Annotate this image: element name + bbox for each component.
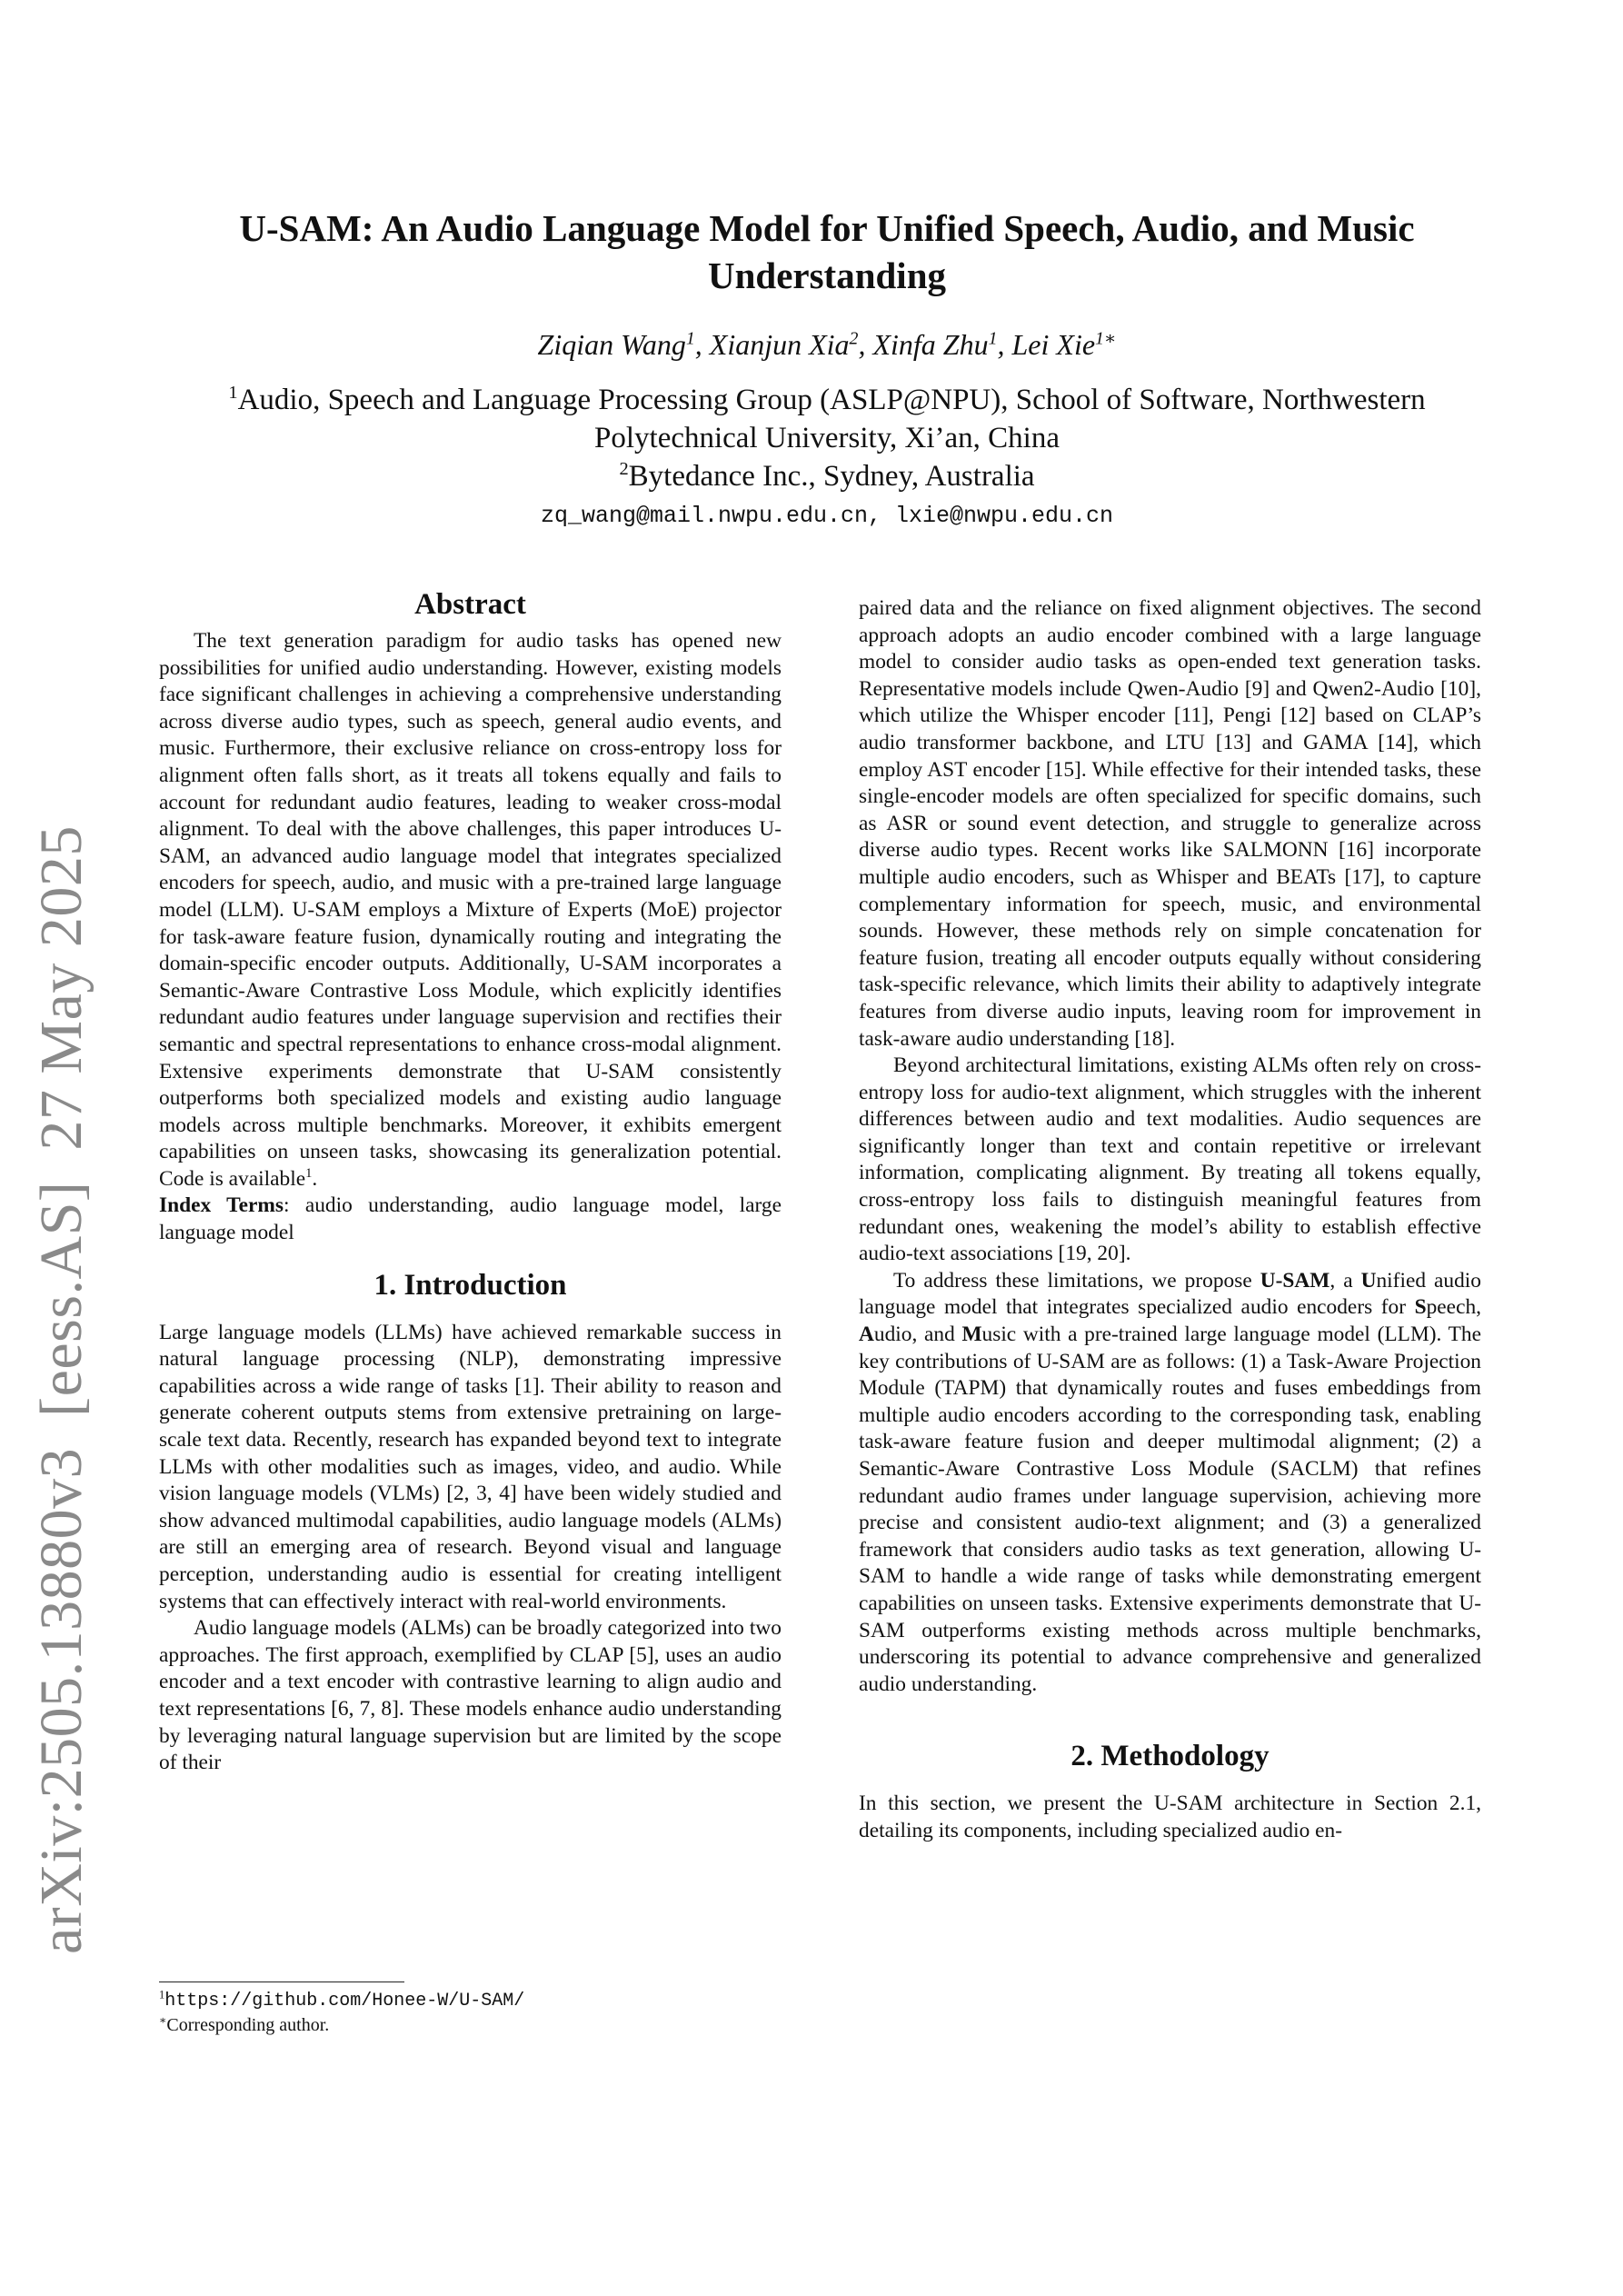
text-run: nified audio language model that integrates specialized audio encoders for: [859, 1268, 1481, 1320]
affil-mark: 2: [619, 459, 629, 479]
abstract-heading: Abstract: [414, 588, 526, 621]
footnote-mark: 1: [305, 1166, 313, 1182]
paper-title: [145, 205, 1508, 299]
intro-paragraph-1: Large language models (LLMs) have achieved remarkable success in natural language processing (NLP), demonstrating impressive capabilities across a wide range of tasks [1]. Their ability to reason and generate coherent outputs stems from extensive pretraining on large-scale text data. Recently, research has expanded beyond text to integrate LLMs with other modalities such as images, video, and audio. While vision language models (VLMs) [2, 3, 4] have been widely studied and show advanced multimodal capabilities, audio language models (ALMs) are still an emerging area of research. Beyond visual and language perception, understanding audio is essential for creating intelligent systems that can effectively interact with real-world environments.: [159, 1320, 782, 1613]
author-list: Ziqian Wang$^1$, Xianjun Xia$^2$, Xinfa Zhu$^1$, Lei Xie$^{1∗}$: [537, 328, 1117, 361]
intro-paragraph-3: paired data and the reliance on fixed alignment objectives. The second approach adopts an audio encoder combined with a large language model to consider audio tasks as open-ended text generation tasks. Representative models include Qwen-Audio [9] and Qwen2-Audio [10], which utilize the Whisper encoder [11], Pengi [12] based on CLAP’s audio transformer backbone, and LTU [13] and GAMA [14], which employ AST encoder [15]. While effective for their intended tasks, these single-encoder models are often specialized for specific domains, such as ASR or sound event detection, and struggle to generalize across diverse audio types. Recent works like SALMONN [16] incorporate multiple audio encoders, such as Whisper and BEATs [17], to capture complementary information for speech, music, and environmental sounds. However, these methods rely on simple concatenation for feature fusion, treating all encoder outputs equally without considering task-specific relevance, which limits their ability to adaptively integrate features from diverse audio inputs, leaving room for improvement in task-aware audio understanding [18].: [859, 596, 1481, 1051]
intro-paragraph-4: Beyond architectural limitations, existing ALMs often rely on cross-entropy loss for audio-text alignment, which struggles with the inherent differences between audio and text modalities. Audio sequences are significantly longer than text and contain repetitive or irrelevant information, complicating alignment. By treating all tokens equally, cross-entropy loss fails to distinguish meaningful features from redundant ones, weakening the model’s ability to establish effective audio-text associations [19, 20].: [859, 1053, 1481, 1266]
affiliation-1: Audio, Speech and Language Processing Group (ASLP@NPU), School of Software, Northwestern: [237, 384, 1426, 416]
methodology-heading: 2. Methodology: [1070, 1740, 1270, 1773]
text-run: udio, and: [873, 1323, 962, 1347]
affiliations: [145, 381, 1508, 495]
abstract-text: [159, 628, 782, 1193]
paper-header: [145, 205, 1508, 529]
title-line-2: Understanding: [707, 255, 946, 296]
index-terms-label: Index Terms: [159, 1193, 284, 1218]
left-column: [159, 586, 782, 1777]
index-terms: [159, 1193, 782, 1246]
author-affil-mark: 1: [685, 328, 695, 349]
acronym-letter: S: [1414, 1295, 1427, 1320]
github-link[interactable]: https://github.com/Honee-W/U-SAM/: [164, 1991, 525, 2011]
index-terms-text: : audio understanding, audio language model, large language model: [159, 1193, 782, 1245]
abstract-body: The text generation paradigm for audio tasks has opened new possibilities for unified audio understanding. However, existing models face significant challenges in achieving a comprehensive understanding across diverse audio types, such as speech, general audio events, and music. Furthermore, their exclusive reliance on cross-entropy loss for alignment often falls short, as it treats all tokens equally and fails to account for redundant audio features, leading to weaker cross-modal alignment. To deal with the above challenges, this paper introduces U-SAM, an advanced audio language model that integrates specialized encoders for speech, audio, and music with a pre-trained large language model (LLM). U-SAM employs a Mixture of Experts (MoE) projector for task-aware feature fusion, dynamically routing and integrating the domain-specific encoder outputs. Additionally, U-SAM incorporates a Semantic-Aware Contrastive Loss Module, which explicitly identifies redundant audio features under language supervision and rectifies their semantic and spectral representations to enhance cross-modal alignment. Extensive experiments demonstrate that U-SAM consistently outperforms both specialized models and existing audio language models across multiple benchmarks. Moreover, it exhibits emergent capabilities on unseen tasks, showcasing its generalization potential. Code is available: [159, 629, 782, 1191]
intro-paragraph-5: [859, 1268, 1481, 1699]
author-affil-mark: 1: [988, 328, 998, 349]
right-column: [859, 595, 1481, 1845]
affil-mark: 1: [228, 383, 238, 403]
intro-paragraph-2: Audio language models (ALMs) can be broadly categorized into two approaches. The first approach, exemplified by CLAP [5], uses an audio encoder and a text encoder with contrastive learning to align audio and text representations [6, 7, 8]. These models enhance audio understanding by leveraging natural language supervision but are limited by the scope of their: [159, 1616, 782, 1775]
text-run: usic with a pre-trained large language model (LLM). The key contributions of U-SAM are as follows: (1) a Task-Aware Projection Module (TAPM) that dynamically routes and fuses embeddings from multiple audio encoders according to the corresponding task, enabling task-aware feature fusion and deeper multimodal alignment; (2) a Semantic-Aware Contrastive Loss Module (SACLM) that refines redundant audio frames under language supervision, achieving more precise and consistent audio-text alignment; and (3) a generalized framework that considers audio tasks as text generation, allowing U-SAM to handle a wide range of tasks while demonstrating emergent capabilities on unseen tasks. Extensive experiments demonstrate that U-SAM outperforms existing methods across multiple benchmarks, underscoring its potential to advance comprehensive and generalized audio understanding.: [859, 1323, 1481, 1696]
affiliation-2: Bytedance Inc., Sydney, Australia: [628, 460, 1035, 493]
author-name: Xianjun Xia: [709, 328, 850, 361]
corresponding-note: Corresponding author.: [166, 2015, 330, 2035]
author-affil-mark: 1∗: [1095, 328, 1117, 349]
intro-heading: 1. Introduction: [373, 1268, 567, 1302]
acronym-letter: U: [1360, 1268, 1377, 1293]
usam-bold: U-SAM: [1260, 1268, 1330, 1293]
author-emails: zq_wang@mail.nwpu.edu.cn, lxie@nwpu.edu.cn: [540, 503, 1114, 529]
author-name: Ziqian Wang: [537, 328, 686, 361]
abstract-end: .: [312, 1166, 318, 1191]
arxiv-watermark: arXiv:2505.13880v3 [eess.AS] 27 May 2025: [28, 825, 95, 1954]
acronym-letter: M: [961, 1323, 982, 1347]
footnotes: [159, 1982, 782, 2037]
author-name: Xinfa Zhu: [872, 328, 989, 361]
footnote-1: [159, 1988, 782, 2013]
acronym-letter: A: [859, 1323, 874, 1347]
author-affil-mark: 2: [849, 328, 859, 349]
author-name: Lei Xie: [1011, 328, 1096, 361]
text-run: , a: [1329, 1268, 1361, 1293]
footnote-mark: ∗: [159, 2013, 167, 2027]
methodology-paragraph-1: In this section, we present the U-SAM architecture in Section 2.1, detailing its components, including specialized audio en-: [859, 1792, 1481, 1842]
footnote-mark: 1: [159, 1988, 165, 2002]
footnote-2: [159, 2013, 782, 2037]
text-run: To address these limitations, we propose: [893, 1268, 1260, 1293]
title-line-1: U-SAM: An Audio Language Model for Unified Speech, Audio, and Music: [239, 207, 1415, 249]
affiliation-1-cont: Polytechnical University, Xi’an, China: [594, 422, 1060, 454]
text-run: peech,: [1426, 1295, 1481, 1320]
